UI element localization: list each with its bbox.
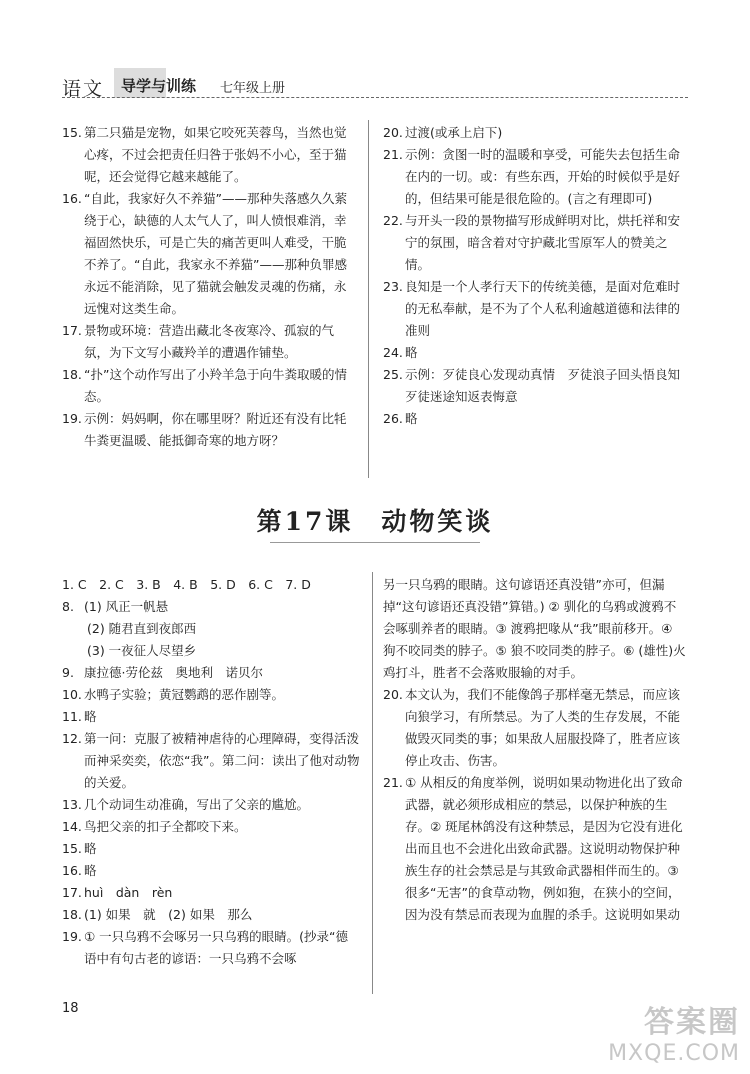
header-grade: 七年级上册 <box>220 81 286 96</box>
answer-text: 几个动词生动准确，写出了父亲的尴尬。 <box>84 797 310 812</box>
answer-text: huì dàn rèn <box>84 885 173 900</box>
answer-item <box>62 926 360 970</box>
answer-item <box>62 618 360 640</box>
answer-item <box>62 706 360 728</box>
answer-item <box>62 860 360 882</box>
answer-text: 第二只猫是宠物，如果它咬死芙蓉鸟，当然也觉心疼，不过会把责任归咎于张妈不小心，至于猫呢，还会觉得它越来越能了。 <box>84 125 347 184</box>
answers-top-right <box>383 122 693 430</box>
answer-text: 另一只乌鸦的眼睛。这句谚语还真没错”亦可，但漏掉“这句谚语还真没错”算错。) ② 驯化的乌鸦或渡鸦不会啄驯养者的眼睛。③ 渡鸦把喙从“我”眼前移开。④ 狗不咬同类的脖子。⑤ 狼不咬同类的脖子。⑥ (雄性)火鸡打斗，胜者不会落败服输的对手。 <box>383 577 686 680</box>
lesson-title: 第17课 动物笑谈 <box>256 507 494 536</box>
answer-item <box>383 122 688 144</box>
answer-number: 18. <box>62 907 82 922</box>
answer-text: 康拉德·劳伦兹 奥地利 诺贝尔 <box>84 665 263 680</box>
answer-text: 示例：贪图一时的温暖和享受，可能失去包括生命在内的一切。或：有些东西，开始的时候似乎是好的，但结果可能是很危险的。(言之有理即可) <box>405 147 681 206</box>
page-number: 18 <box>62 1001 79 1016</box>
answer-item <box>383 364 693 408</box>
answer-item <box>62 838 360 860</box>
answer-text: (1) 风正一帆悬 <box>84 599 169 614</box>
answer-number: 9. <box>62 665 74 680</box>
answer-number: 20. <box>383 125 403 140</box>
answer-number: 12. <box>62 731 82 746</box>
answer-item <box>62 574 360 596</box>
answer-text: 略 <box>405 411 418 426</box>
answer-number: 26. <box>383 411 403 426</box>
answers-bottom-right <box>383 574 688 926</box>
answer-text: ① 从相反的角度举例，说明如果动物进化出了致命武器，就必须形成相应的禁忌，以保护种族的生存。② 斑尾林鸽没有这种禁忌，是因为它没有进化出而且也不会进化出致命武器。这说明动物保护种族生存的社会禁忌是与其致命武器相伴而生的。③ 很多“无害”的食草动物，例如狍，在狭小的空间，因为没有禁忌而表现为血腥的杀手。这说明如果动 <box>405 775 683 922</box>
answer-text: “扑”这个动作写出了小羚羊急于向牛粪取暖的情态。 <box>84 367 347 404</box>
answer-number: 22. <box>383 213 403 228</box>
answer-text: 1. C 2. C 3. B 4. B 5. D 6. C 7. D <box>62 577 311 592</box>
answer-number: 21. <box>383 147 403 162</box>
answer-item <box>62 188 354 320</box>
answer-text: 与开头一段的景物描写形成鲜明对比，烘托祥和安宁的氛围，暗含着对守护藏北雪原军人的赞美之情。 <box>405 213 681 272</box>
answers-top-left <box>62 122 354 452</box>
answer-item <box>62 794 360 816</box>
answer-item <box>62 640 360 662</box>
watermark-logo: 答案圈 <box>644 1005 740 1040</box>
answer-item <box>62 122 354 188</box>
answer-text: 略 <box>84 863 97 878</box>
answer-item <box>62 882 360 904</box>
answer-item <box>62 728 360 794</box>
lesson-title-block <box>0 502 750 538</box>
answer-text: (1) 如果 就 (2) 如果 那么 <box>84 907 253 922</box>
answer-item <box>383 408 688 430</box>
answer-text: “自此，我家好久不养猫”——那种失落感久久萦绕于心，缺德的人太气人了，叫人愤恨难消，幸福固然快乐，可是亡失的痛苦更叫人难受，干脆不养了。“自此，我家永不养猫”——那种负罪感永远不能消除，见了猫就会触发灵魂的伤痛，永远愧对这类生命。 <box>84 191 347 316</box>
answer-text: 略 <box>84 709 97 724</box>
answers-bottom-left <box>62 574 360 970</box>
answer-item <box>383 144 688 210</box>
answer-item <box>62 596 360 618</box>
answer-item <box>62 904 360 926</box>
answer-text: 本文认为，我们不能像鸽子那样毫无禁忌，而应该向狼学习，有所禁忌。为了人类的生存发展，不能做毁灭同类的事；如果敌人屈服投降了，胜者应该停止攻击、伤害。 <box>405 687 681 768</box>
lesson-title-underline <box>270 542 480 543</box>
answer-number: 19. <box>62 411 82 426</box>
header-series: 导学与训练 <box>121 77 197 95</box>
header-divider <box>62 97 688 98</box>
column-divider-bottom <box>372 572 373 994</box>
answer-text: 水鸭子实验；黄冠鹦鹉的恶作剧等。 <box>84 687 285 702</box>
answer-number: 8. <box>62 599 74 614</box>
answer-text: 过渡(或承上启下) <box>405 125 503 140</box>
answer-number: 17. <box>62 323 82 338</box>
answer-text: ① 一只乌鸦不会啄另一只乌鸦的眼睛。(抄录“德语中有句古老的谚语：一只乌鸦不会啄 <box>84 929 349 966</box>
answer-number: 16. <box>62 863 82 878</box>
answer-item <box>383 276 688 342</box>
watermark-url: MXQE.COM <box>608 1041 740 1066</box>
answer-number: 17. <box>62 885 82 900</box>
answer-item <box>62 320 354 364</box>
answer-item <box>383 772 688 926</box>
answer-item <box>383 210 688 276</box>
answer-text: 示例：歹徒良心发现动真情 歹徒浪子回头悟良知 歹徒迷途知返表悔意 <box>405 367 693 404</box>
answer-item <box>62 662 360 684</box>
answer-number: 20. <box>383 687 403 702</box>
answer-text: 景物或环境：营造出藏北冬夜寒冷、孤寂的气氛，为下文写小藏羚羊的遭遇作铺垫。 <box>84 323 335 360</box>
answer-number: 10. <box>62 687 82 702</box>
answer-number: 25. <box>383 367 403 382</box>
answer-text: 第一问：克服了被精神虐待的心理障碍，变得活泼而神采奕奕，依恋“我”。第二问：读出了他对动物的关爱。 <box>84 731 360 790</box>
answer-number: 21. <box>383 775 403 790</box>
answer-number: 15. <box>62 125 82 140</box>
answer-number: 13. <box>62 797 82 812</box>
watermark <box>608 997 740 1066</box>
answer-number: 15. <box>62 841 82 856</box>
header-subject: 语文 <box>62 78 105 100</box>
answer-text: 示例：妈妈啊，你在哪里呀？附近还有没有比牦牛粪更温暖、能抵御奇寒的地方呀？ <box>84 411 347 448</box>
answer-number: 18. <box>62 367 82 382</box>
answer-item <box>383 342 688 364</box>
column-divider-top <box>368 120 369 478</box>
answer-number: 11. <box>62 709 82 724</box>
answer-text: (2) 随君直到夜郎西 <box>62 621 197 636</box>
answer-text: 良知是一个人孝行天下的传统美德，是面对危难时的无私奉献，是不为了个人私利逾越道德和法律的准则 <box>405 279 681 338</box>
answer-number: 23. <box>383 279 403 294</box>
answer-text: (3) 一夜征人尽望乡 <box>62 643 197 658</box>
answer-item <box>62 684 360 706</box>
answer-item <box>62 816 360 838</box>
answer-item <box>62 408 354 452</box>
answer-number: 24. <box>383 345 403 360</box>
answer-number: 16. <box>62 191 82 206</box>
answer-item <box>62 364 354 408</box>
answer-text: 略 <box>84 841 97 856</box>
answer-number: 14. <box>62 819 82 834</box>
answer-number: 19. <box>62 929 82 944</box>
answer-item <box>383 684 688 772</box>
answer-text: 鸟把父亲的扣子全都咬下来。 <box>84 819 247 834</box>
answer-text: 略 <box>405 345 418 360</box>
answer-item <box>383 574 688 684</box>
